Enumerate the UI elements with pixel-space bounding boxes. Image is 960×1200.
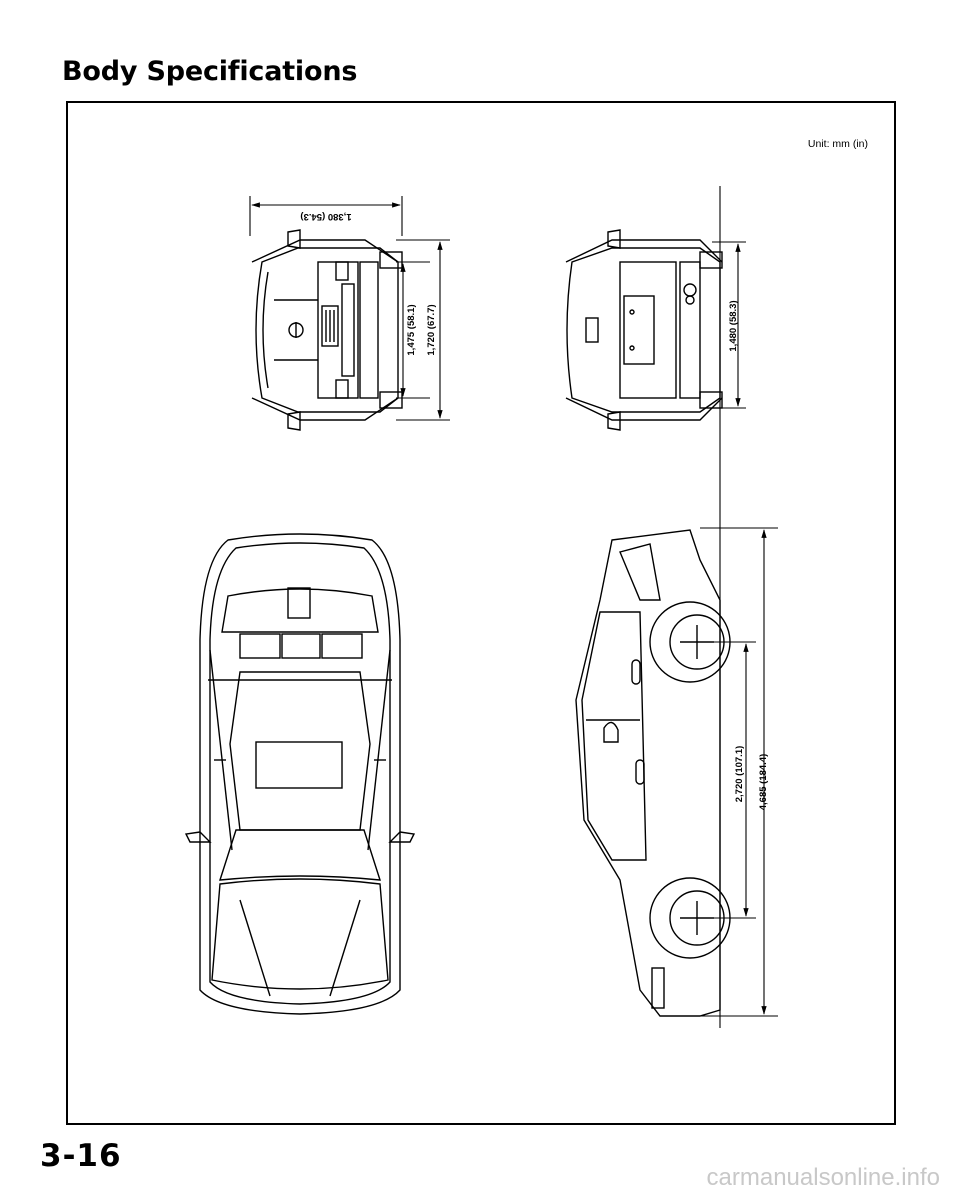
rear-track-label: 1,475 (58.1) — [406, 304, 417, 356]
front-track-label: 1,380 (54.3) — [300, 211, 352, 222]
overall-length-label: 4,685 (184.4) — [758, 753, 769, 811]
watermark: carmanualsonline.info — [706, 1164, 940, 1191]
overall-height-label: 1,480 (58.3) — [728, 300, 739, 352]
page-number: 3-16 — [40, 1138, 122, 1174]
side-view — [576, 530, 730, 1016]
unit-label: Unit: mm (in) — [807, 138, 868, 150]
front-view — [252, 230, 402, 430]
front-dimension-lines — [250, 196, 450, 420]
overall-width-label: 1,720 (67.7) — [426, 304, 437, 356]
page-title: Body Specifications — [62, 56, 358, 87]
top-view — [186, 534, 414, 1014]
wheelbase-label: 2,720 (107.1) — [734, 745, 745, 803]
rear-view — [566, 230, 722, 430]
